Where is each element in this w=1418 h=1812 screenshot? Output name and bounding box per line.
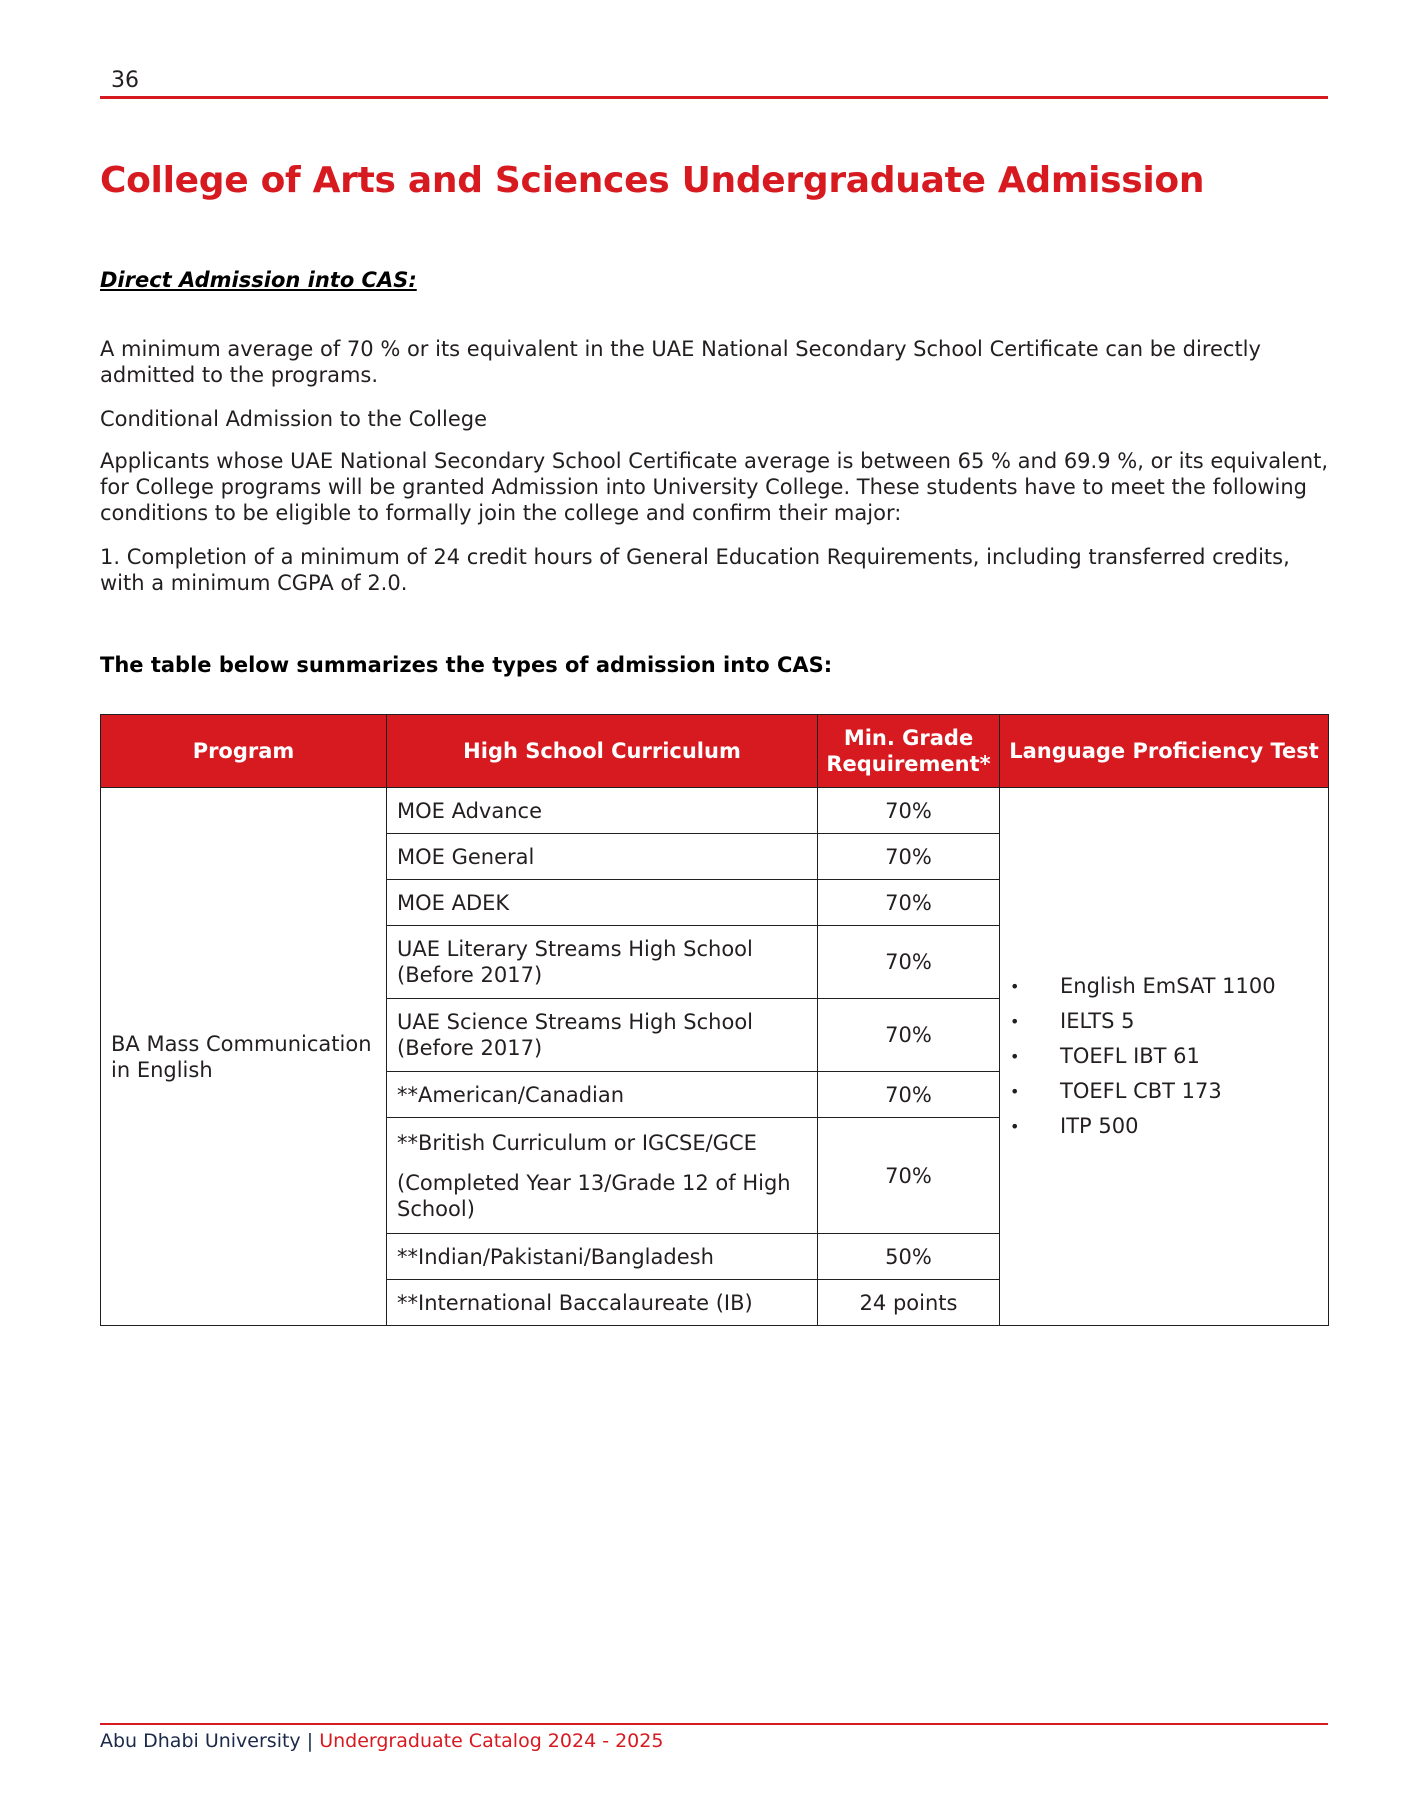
paragraph-condition-1: 1. Completion of a minimum of 24 credit hours of General Education Requirements, including transferred credits, with a minimum CGPA of 2.0. [100, 545, 1290, 595]
table-caption: The table below summarizes the types of admission into CAS: [100, 653, 833, 677]
curriculum-cell: **Indian/Pakistani/Bangladesh [387, 1234, 818, 1280]
table-header-row [101, 715, 1329, 788]
grade-cell: 50% [818, 1234, 1000, 1280]
grade-cell: 70% [818, 834, 1000, 880]
grade-cell: 70% [818, 999, 1000, 1072]
grade-cell: 70% [818, 1072, 1000, 1118]
curriculum-cell [387, 1118, 818, 1234]
curriculum-cell: MOE Advance [387, 788, 818, 834]
paragraph-direct-admission: A minimum average of 70 % or its equivalent in the UAE National Secondary School Certificate can be directly admitted to the programs. [100, 337, 1261, 387]
header-rule [100, 96, 1328, 99]
curriculum-cell: **International Baccalaureate (IB) [387, 1280, 818, 1326]
curriculum-cell: UAE Literary Streams High School (Before 2017) [387, 926, 818, 999]
paragraph-conditional-admission: Applicants whose UAE National Secondary School Certificate average is between 65 % and 69.9 %, or its equivalent, for College programs will be granted Admission into University College. These students have to meet the following conditions to be eligible to formally join the college and confirm their major: [100, 449, 1329, 525]
program-cell: BA Mass Communication in English [101, 788, 387, 1326]
header-language-test: Language Proficiency Test [1000, 715, 1329, 788]
page-number: 36 [111, 68, 139, 93]
list-item: • TOEFL IBT 61 [1010, 1039, 1318, 1074]
paragraph-conditional-heading: Conditional Admission to the College [100, 407, 488, 431]
header-min-grade: Min. Grade Requirement* [818, 715, 1000, 788]
grade-cell: 70% [818, 788, 1000, 834]
list-item: • TOEFL CBT 173 [1010, 1074, 1318, 1109]
section-subheading: Direct Admission into CAS: [100, 268, 417, 292]
table-row [101, 788, 1329, 834]
list-item: • English EmSAT 1100 [1010, 969, 1318, 1004]
admission-table [100, 714, 1329, 1326]
grade-cell: 24 points [818, 1280, 1000, 1326]
footer [100, 1730, 663, 1752]
curriculum-note: (Completed Year 13/Grade 12 of High School) [397, 1170, 791, 1221]
curriculum-line: **British Curriculum or IGCSE/GCE [397, 1130, 757, 1155]
page-title: College of Arts and Sciences Undergraduate Admission [100, 160, 1205, 201]
curriculum-cell: MOE General [387, 834, 818, 880]
grade-cell: 70% [818, 1118, 1000, 1234]
list-item: • ITP 500 [1010, 1109, 1318, 1144]
header-curriculum: High School Curriculum [387, 715, 818, 788]
curriculum-cell: **American/Canadian [387, 1072, 818, 1118]
footer-org: Abu Dhabi University [100, 1730, 301, 1752]
language-tests-cell [1000, 788, 1329, 1326]
curriculum-cell: UAE Science Streams High School (Before 2017) [387, 999, 818, 1072]
list-item: • IELTS 5 [1010, 1004, 1318, 1039]
grade-cell: 70% [818, 926, 1000, 999]
curriculum-cell: MOE ADEK [387, 880, 818, 926]
header-program: Program [101, 715, 387, 788]
footer-catalog: Undergraduate Catalog 2024 - 2025 [319, 1730, 664, 1752]
footer-separator: | [306, 1730, 314, 1752]
language-test-list [1010, 969, 1318, 1144]
footer-rule [100, 1723, 1328, 1725]
grade-cell: 70% [818, 880, 1000, 926]
